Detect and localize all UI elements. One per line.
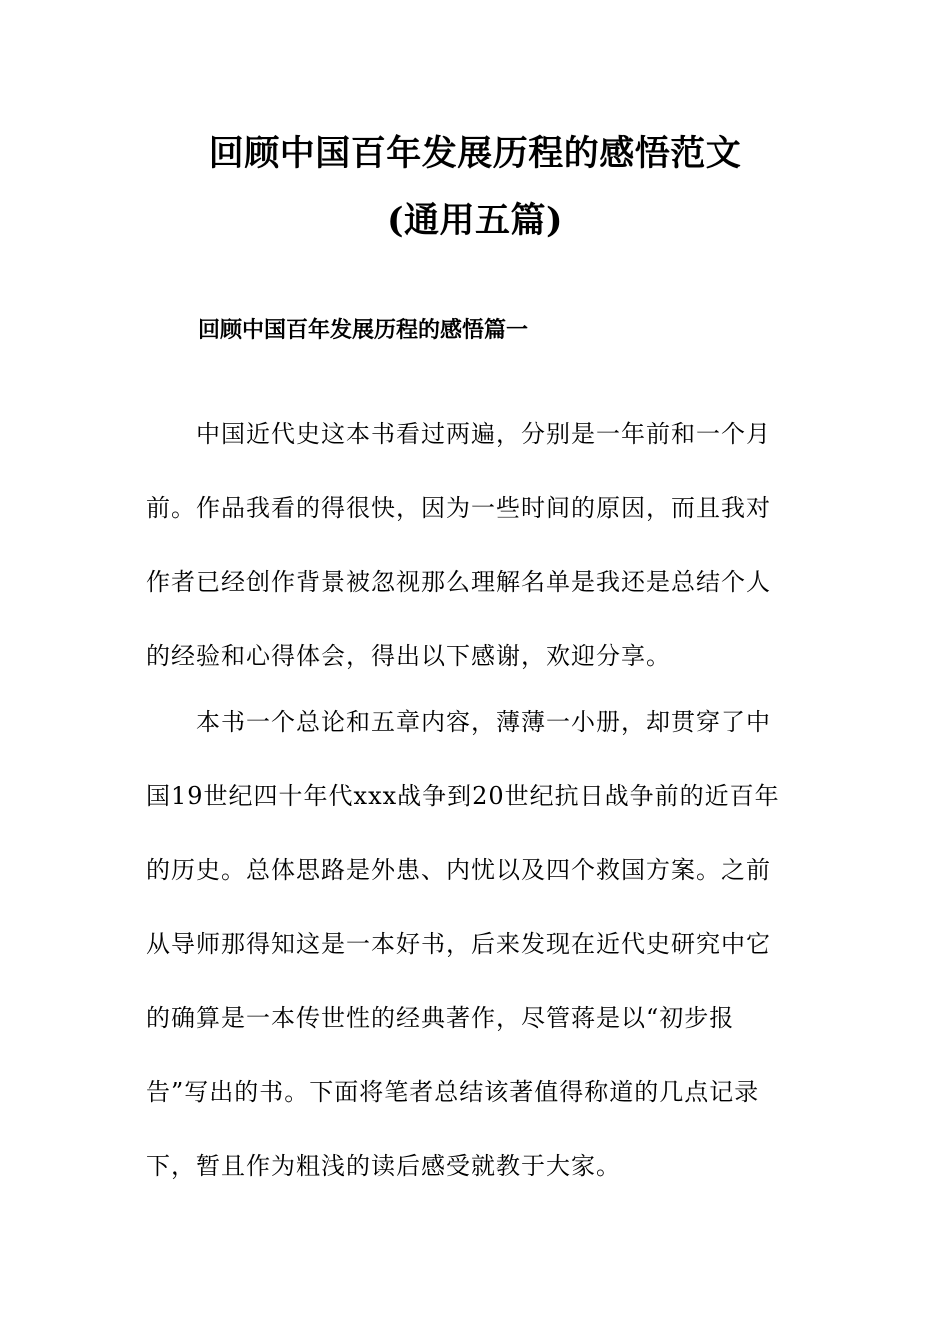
paragraph-line: 作者已经创作背景被忽视那么理解名单是我还是总结个人	[146, 568, 771, 596]
paragraph-2	[146, 685, 816, 1203]
paragraph-line: 国19世纪四十年代xxx战争到20世纪抗日战争前的近百年	[146, 782, 780, 810]
document-title: 回顾中国百年发展历程的感悟范文	[208, 133, 742, 174]
paragraph-line: 本书一个总论和五章内容，薄薄一小册，却贯穿了中	[146, 708, 771, 736]
section-heading: 回顾中国百年发展历程的感悟篇一	[198, 318, 529, 343]
paragraph-line: 的经验和心得体会，得出以下感谢，欢迎分享。	[146, 642, 671, 670]
paragraph-line: 从导师那得知这是一本好书，后来发现在近代史研究中它	[146, 930, 771, 958]
document-subtitle: (通用五篇)	[386, 200, 564, 241]
paragraph-line: 的历史。总体思路是外患、内忧以及四个救国方案。之前	[146, 856, 771, 884]
paragraph-line: 告”写出的书。下面将笔者总结该著值得称道的几点记录	[146, 1078, 760, 1106]
paragraph-line: 中国近代史这本书看过两遍，分别是一年前和一个月	[146, 420, 771, 448]
paragraph-line: 下，暂且作为粗浅的读后感受就教于大家。	[146, 1152, 621, 1180]
paragraph-line: 前。作品我看的得很快，因为一些时间的原因，而且我对	[146, 494, 771, 522]
paragraph-1	[146, 397, 816, 693]
paragraph-line: 的确算是一本传世性的经典著作，尽管蒋是以“初步报	[146, 1004, 735, 1032]
